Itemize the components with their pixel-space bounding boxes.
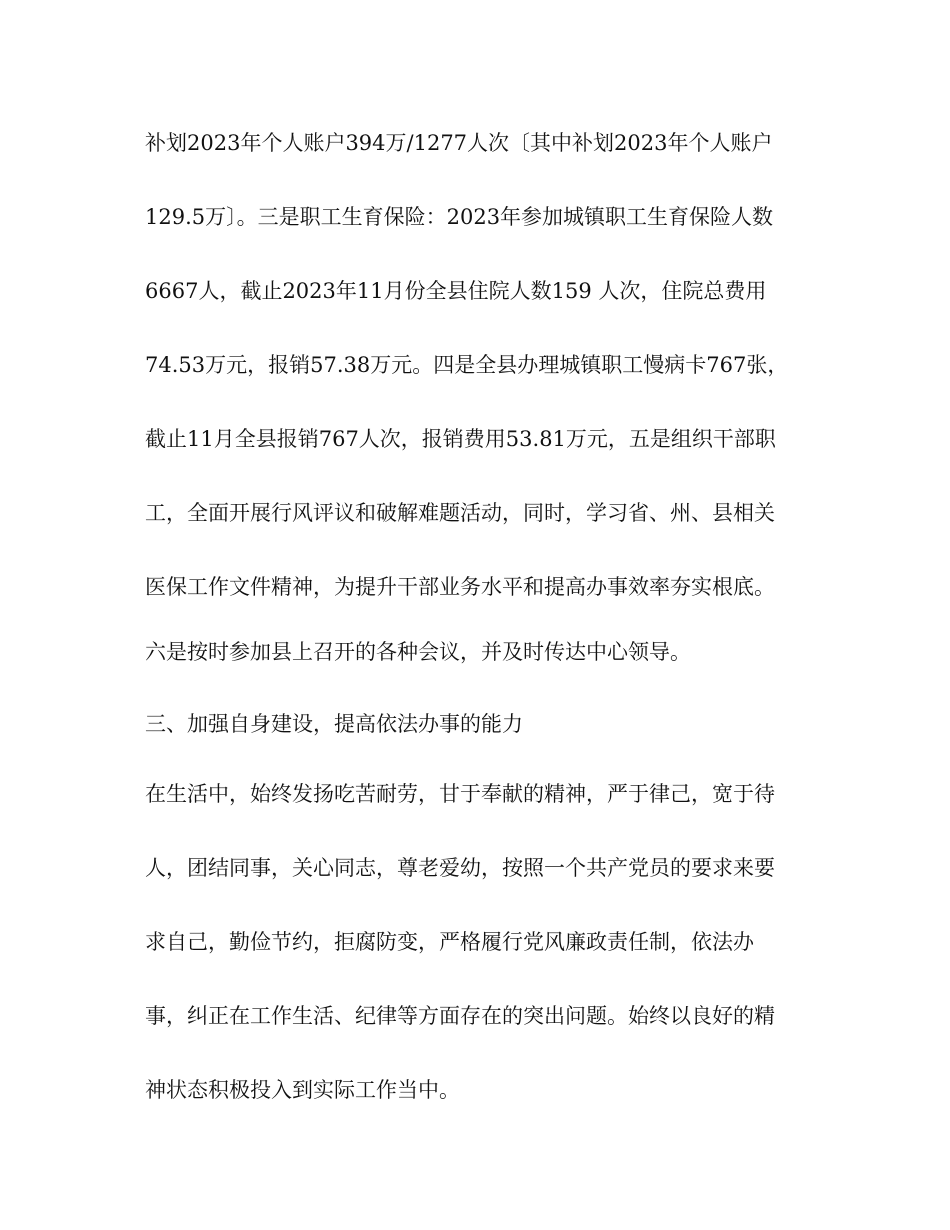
text-line: 在生活中，始终发扬吃苦耐劳，甘于奉献的精神，严于律己，宽于待 (145, 782, 775, 806)
text-line: 神状态积极投入到实际工作当中。 (145, 1078, 460, 1102)
text-line: 人，团结同事，关心同志，尊老爱幼，按照一个共产党员的要求来要 (145, 856, 775, 880)
section-heading: 三、加强自身建设，提高依法办事的能力 (145, 712, 523, 736)
text-line: 医保工作文件精神，为提升干部业务水平和提高办事效率夯实根底。 (145, 575, 775, 599)
text-line: 129.5万〕。三是职工生育保险：2023年参加城镇职工生育保险人数 (145, 205, 774, 229)
text-line: 求自己，勤俭节约，拒腐防变，严格履行党风廉政责任制，依法办 (145, 930, 754, 954)
text-line: 补划2023年个人账户394万/1277人次〔其中补划2023年个人账户 (145, 131, 773, 155)
text-line: 六是按时参加县上召开的各种会议，并及时传达中心领导。 (145, 640, 691, 664)
text-line: 74.53万元，报销57.38万元。四是全县办理城镇职工慢病卡767张， (145, 353, 789, 377)
text-line: 6667人，截止2023年11月份全县住院人数159 人次，住院总费用 (145, 279, 767, 303)
text-line: 事，纠正在工作生活、纪律等方面存在的突出问题。始终以良好的精 (145, 1004, 775, 1028)
text-line: 截止11月全县报销767人次，报销费用53.81万元，五是组织干部职 (145, 427, 776, 451)
text-line: 工，全面开展行风评议和破解难题活动，同时，学习省、州、县相关 (145, 501, 775, 525)
